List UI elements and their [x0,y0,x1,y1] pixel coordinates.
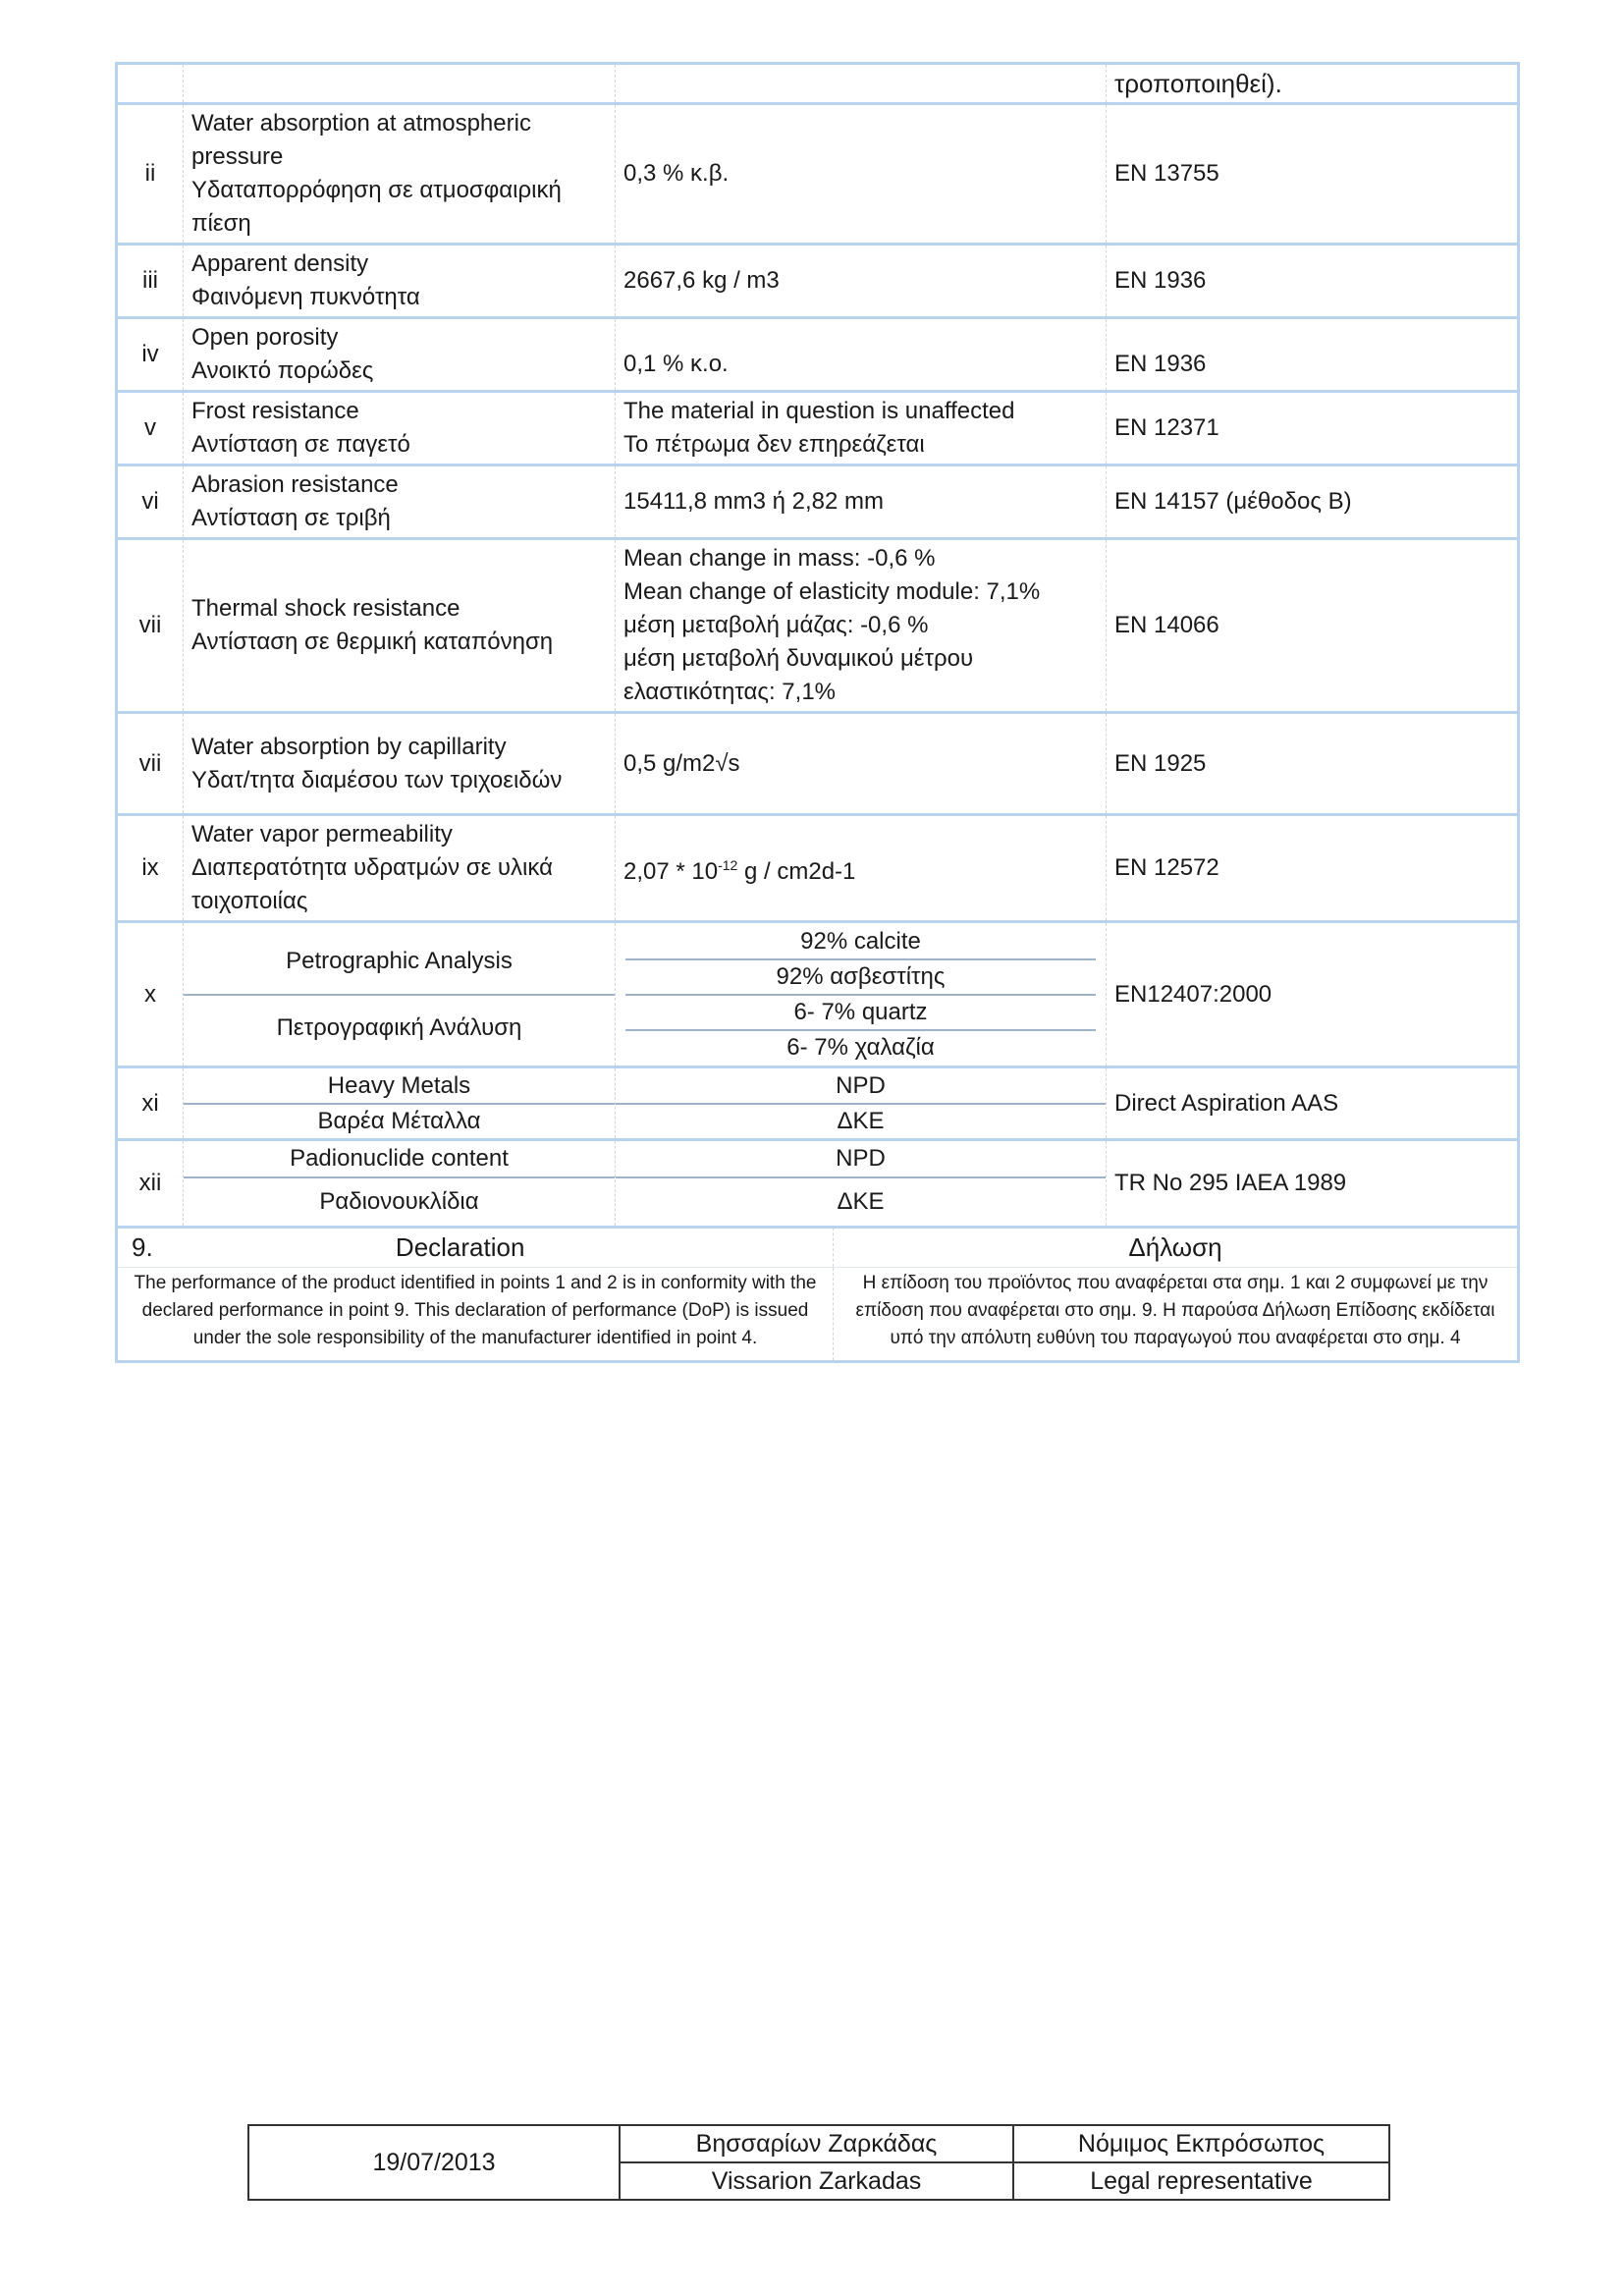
property-cell [184,245,616,318]
row-number: v [117,392,184,465]
property-cell [184,104,616,245]
value-cell [616,539,1107,713]
property-gr: Αντίσταση σε παγετό [191,431,410,458]
property-cell [184,465,616,539]
property-cell [184,815,616,922]
value-line: 6- 7% quartz [625,996,1096,1031]
property-gr: Υδατ/τητα διαμέσου των τριχοειδών [191,766,563,793]
value-en: The material in question is unaffected [623,398,1015,424]
value-cell [616,1140,1107,1228]
table-row [117,465,1519,539]
value-en: NPD [616,1141,1106,1178]
signature-row [248,2125,1389,2162]
property-gr: Βαρέα Μέταλλα [317,1107,481,1134]
value-base: 2,07 * 10 [623,857,719,885]
signatory-role-en: Legal representative [1013,2162,1389,2200]
performance-table [115,62,1520,1229]
property-en: Padionuclide content [184,1141,615,1178]
property-gr: Ανοικτό πορώδες [191,357,374,384]
value-gr: ΔΚΕ [837,1188,885,1215]
table-row [117,539,1519,713]
declaration-title-en: Declaration [395,1232,525,1262]
value-cell [616,1067,1107,1140]
value-line: Mean change in mass: -0,6 % [623,545,936,572]
property-en: Open porosity [191,324,339,351]
declaration-text-en: The performance of the product identified in points 1 and 2 is in conformity with the declared performance in point 9. This declaration of performance (DoP) is issued under the sole responsibility of the manufacturer identified in point 4. [117,1268,834,1362]
declaration-title-gr: Δήλωση [834,1228,1519,1268]
value-line: 92% calcite [625,925,1096,960]
property-en: Frost resistance [191,398,359,424]
value-en: NPD [616,1069,1106,1105]
header-note: τροποποιηθεί). [1107,64,1519,104]
table-row [117,245,1519,318]
declaration-body [117,1268,1519,1362]
table-row [117,318,1519,392]
property-cell [184,713,616,815]
row-number: vi [117,465,184,539]
table-row [117,64,1519,104]
signature-date: 19/07/2013 [248,2125,620,2200]
declaration-text-gr: Η επίδοση του προϊόντος που αναφέρεται στα σημ. 1 και 2 συμφωνεί με την επίδοση που αναφέρεται στο σημ. 9. Η παρούσα Δήλωση Επίδοσης εκδίδεται υπό την απόλυτη ευθύνη του παραγωγού που αναφέρεται στο σημ. 4 [855,1273,1495,1348]
row-number: xii [117,1140,184,1228]
value-cell: 2667,6 kg / m3 [616,245,1107,318]
row-number: vii [117,713,184,815]
value-gr: ΔΚΕ [837,1107,885,1134]
property-en: Abrasion resistance [191,471,399,498]
value-cell: 0,1 % κ.ο. [616,318,1107,392]
value-line: 6- 7% χαλαζία [786,1033,935,1061]
property-cell [184,1067,616,1140]
property-en: Water absorption at atmospheric pressure [191,110,531,170]
value-cell [616,392,1107,465]
value-exponent: -12 [718,856,738,873]
property-gr: Φαινόμενη πυκνότητα [191,284,420,310]
standard-cell: EN12407:2000 [1107,922,1519,1067]
standard-cell: EN 14066 [1107,539,1519,713]
standard-cell: EN 14157 (μέθοδος B) [1107,465,1519,539]
property-cell [184,922,616,1067]
value-unit: g / cm2d-1 [744,857,856,885]
value-line: 92% ασβεστίτης [625,960,1096,996]
property-gr: Ραδιονουκλίδια [319,1188,479,1215]
signatory-name-gr: Βησσαρίων Ζαρκάδας [620,2125,1013,2162]
row-number: xi [117,1067,184,1140]
signatory-role-gr: Νόμιμος Εκπρόσωπος [1013,2125,1389,2162]
declaration-number: 9. [132,1232,153,1262]
table-row [117,1140,1519,1228]
row-number: x [117,922,184,1067]
value-cell: 0,3 % κ.β. [616,104,1107,245]
property-en: Water vapor permeability [191,821,453,847]
property-en: Thermal shock resistance [191,595,460,622]
value-line: μέση μεταβολή δυναμικού μέτρου ελαστικότητας: 7,1% [623,645,974,705]
standard-cell: EN 1925 [1107,713,1519,815]
row-number: iv [117,318,184,392]
table-row [117,1067,1519,1140]
table-row [117,815,1519,922]
row-number: iii [117,245,184,318]
value-cell [616,815,1107,922]
property-en: Apparent density [191,250,369,277]
property-en: Water absorption by capillarity [191,733,507,760]
property-gr: Αντίσταση σε θερμική καταπόνηση [191,629,554,655]
row-number: ii [117,104,184,245]
property-gr: Διαπερατότητα υδρατμών σε υλικά τοιχοποιίας [191,854,553,914]
value-cell: 0,5 g/m2√s [616,713,1107,815]
value-cell: 15411,8 mm3 ή 2,82 mm [616,465,1107,539]
table-row [117,104,1519,245]
standard-cell: TR No 295 IAEA 1989 [1107,1140,1519,1228]
standard-cell: Direct Aspiration AAS [1107,1067,1519,1140]
property-cell [184,539,616,713]
property-en: Heavy Metals [184,1069,615,1105]
standard-cell: EN 1936 [1107,245,1519,318]
property-cell [184,1140,616,1228]
table-row [117,713,1519,815]
property-cell [184,392,616,465]
standard-cell: EN 13755 [1107,104,1519,245]
row-number: vii [117,539,184,713]
property-gr: Πετρογραφική Ανάλυση [276,1013,522,1041]
standard-cell: EN 12371 [1107,392,1519,465]
property-en: Petrographic Analysis [184,929,615,996]
signature-table [247,2124,1390,2201]
value-cell [616,922,1107,1067]
value-line: μέση μεταβολή μάζας: -0,6 % [623,612,929,638]
declaration-header [117,1228,1519,1268]
property-cell [184,318,616,392]
value-line: Mean change of elasticity module: 7,1% [623,578,1041,605]
signatory-name-en: Vissarion Zarkadas [620,2162,1013,2200]
property-gr: Αντίσταση σε τριβή [191,505,391,531]
table-row [117,392,1519,465]
property-gr: Υδαταπορρόφηση σε ατμοσφαιρική πίεση [191,177,562,237]
declaration-table [115,1228,1520,1363]
standard-cell: EN 1936 [1107,318,1519,392]
standard-cell: EN 12572 [1107,815,1519,922]
row-number: ix [117,815,184,922]
table-row [117,922,1519,1067]
value-gr: Το πέτρωμα δεν επηρεάζεται [623,431,925,458]
